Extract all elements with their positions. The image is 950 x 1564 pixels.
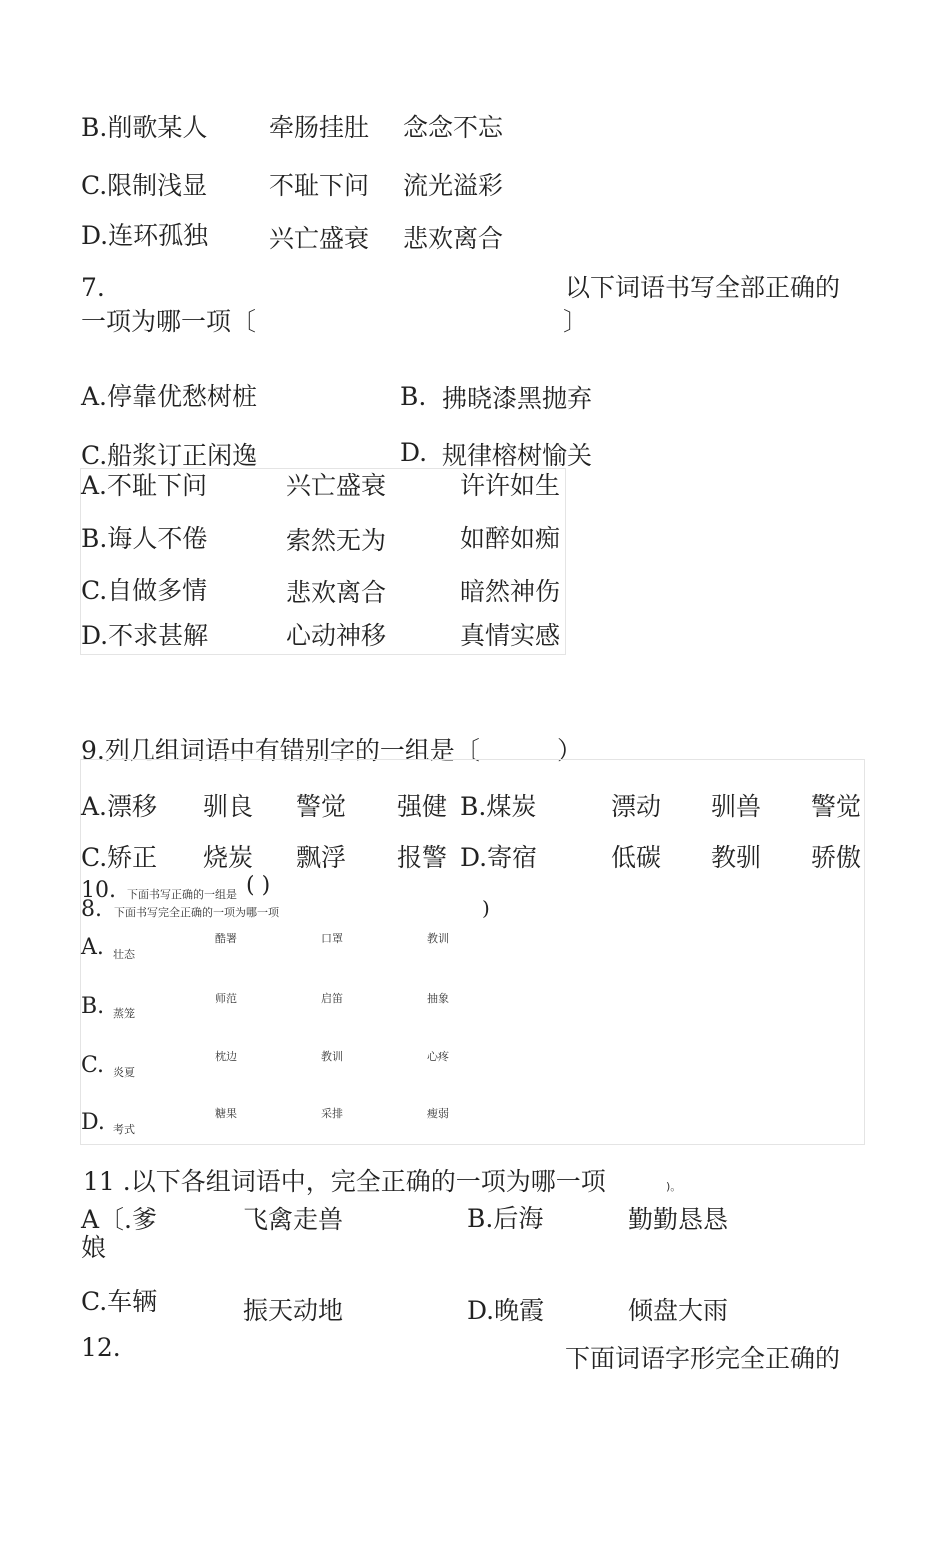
- q9-b-word1: B.煤炭: [460, 792, 537, 821]
- q8-b-word1: B.诲人不倦: [81, 524, 208, 553]
- q9-c-word3: 飘浮: [296, 843, 347, 872]
- q6-d-word1: D.连环孤独: [81, 221, 209, 250]
- q10-b-word4: 抽象: [427, 992, 449, 1005]
- q8-a-word1: A.不耻下问: [81, 471, 208, 500]
- q10-d-word2: 糖果: [215, 1107, 237, 1120]
- q8-d-word1: D.不求甚解: [81, 621, 209, 650]
- q10-b-word2: 师范: [215, 992, 237, 1005]
- q10-c-letter: C.: [81, 1053, 105, 1078]
- q7-option-b: 拂晓漆黑抛弃: [442, 384, 593, 413]
- q10-a-word2: 酷署: [215, 932, 237, 945]
- q10-a-word3: 口罩: [321, 932, 343, 945]
- q11-c-word1: C.车辆: [81, 1287, 158, 1316]
- q10-d-letter: D.: [81, 1110, 105, 1135]
- q8-d-word3: 真情实感: [460, 621, 561, 650]
- q10-c-word3: 教训: [321, 1050, 343, 1063]
- q10-c-word2: 枕边: [215, 1050, 237, 1063]
- q10-stem: 下面书写正确的一组是: [127, 888, 237, 901]
- q9-a-word2: 驯良: [203, 792, 254, 821]
- q7-stem-line2: 一项为哪一项〔: [81, 307, 257, 336]
- q9-c-word4: 报警: [397, 843, 448, 872]
- q9-b-word4: 警觉: [811, 792, 862, 821]
- q9-b-word2: 漂动: [611, 792, 662, 821]
- q8-close-paren: ): [482, 896, 490, 920]
- q10-b-word1: 蒸笼: [113, 1007, 135, 1020]
- q7-close-bracket: 〕: [563, 307, 589, 336]
- q9-d-word2: 低碳: [611, 843, 662, 872]
- q6-d-word3: 悲欢离合: [403, 224, 504, 253]
- q8-number: 8.: [81, 897, 102, 922]
- q8-stem: 下面书写完全正确的一项为哪一项: [114, 906, 279, 919]
- q6-d-word2: 兴亡盛衰: [269, 224, 370, 253]
- q9-d-word1: D.寄宿: [460, 843, 538, 872]
- q7-option-d: 规律榕树愉关: [442, 441, 593, 470]
- q11-d-word2: 倾盘大雨: [628, 1296, 729, 1325]
- q10-c-word4: 心疼: [427, 1050, 449, 1063]
- q6-b-word1: B.削歌某人: [81, 113, 208, 142]
- q12-number: 12.: [81, 1333, 121, 1362]
- q9-a-word3: 警觉: [296, 792, 347, 821]
- q11-a-word2: 飞禽走兽: [243, 1205, 344, 1234]
- q7-number: 7.: [81, 273, 105, 302]
- q9-a-word1: A.漂移: [81, 792, 158, 821]
- q10-number: 10.: [81, 878, 116, 903]
- q11-c-word2: 振天动地: [243, 1296, 344, 1325]
- q10-d-word3: 采排: [321, 1107, 343, 1120]
- q9-c-word1: C.矫正: [81, 843, 158, 872]
- q8-c-word3: 暗然神伤: [460, 577, 561, 606]
- q7-option-c: C.船浆订正闲逸: [81, 441, 258, 470]
- q10-d-word4: 瘦弱: [427, 1107, 449, 1120]
- q6-c-word1: C.限制浅显: [81, 171, 208, 200]
- q11-a-word1: A〔.爹: [81, 1205, 158, 1234]
- q7-option-a: A.停靠优愁树桩: [81, 382, 258, 411]
- q8-c-word2: 悲欢离合: [286, 578, 387, 607]
- q6-c-word2: 不耻下问: [269, 171, 370, 200]
- q9-d-word4: 骄傲: [811, 843, 862, 872]
- q8-b-word2: 索然无为: [286, 526, 387, 555]
- q11-close: )。: [666, 1180, 682, 1193]
- q11-d-word1: D.晚霞: [467, 1296, 545, 1325]
- q10-paren: ( ): [246, 873, 271, 898]
- q10-b-letter: B.: [81, 994, 105, 1019]
- q9-d-word3: 教驯: [711, 843, 762, 872]
- q9-close-paren: ）: [557, 736, 583, 765]
- q9-b-word3: 驯兽: [711, 792, 762, 821]
- q8-a-word2: 兴亡盛衰: [286, 471, 387, 500]
- q11-b-word2: 勤勤恳恳: [628, 1205, 729, 1234]
- q10-a-word1: 壮态: [113, 948, 135, 961]
- q10-a-letter: A.: [81, 935, 104, 960]
- q12-stem: 下面词语字形完全正确的: [565, 1344, 841, 1373]
- q7-option-d-label: D.: [400, 438, 428, 467]
- q8-a-word3: 许许如生: [460, 471, 561, 500]
- q6-c-word3: 流光溢彩: [403, 171, 504, 200]
- q10-c-word1: 炎夏: [113, 1066, 135, 1079]
- q6-b-word2: 牵肠挂肚: [269, 113, 370, 142]
- q10-d-word1: 考式: [113, 1123, 135, 1136]
- q9-a-word4: 强健: [397, 792, 448, 821]
- q8-b-word3: 如醉如痴: [460, 524, 561, 553]
- q8-c-word1: C.自做多情: [81, 576, 208, 605]
- q8-d-word2: 心动神移: [286, 621, 387, 650]
- q7-option-b-label: B.: [400, 382, 427, 411]
- q11-stem: 11 .以下各组词语中，完全正确的一项为哪一项: [83, 1167, 606, 1196]
- q9-c-word2: 烧炭: [203, 843, 254, 872]
- q10-b-word3: 启笛: [321, 992, 343, 1005]
- q10-a-word4: 教训: [427, 932, 449, 945]
- q6-b-word3: 念念不忘: [403, 113, 504, 142]
- q11-b-word1: B.后海: [467, 1204, 544, 1233]
- q11-a-word1-cont: 娘: [81, 1233, 107, 1262]
- q9-stem: 9.列几组词语中有错别字的一组是〔: [81, 736, 480, 765]
- q7-stem: 以下词语书写全部正确的: [565, 273, 841, 302]
